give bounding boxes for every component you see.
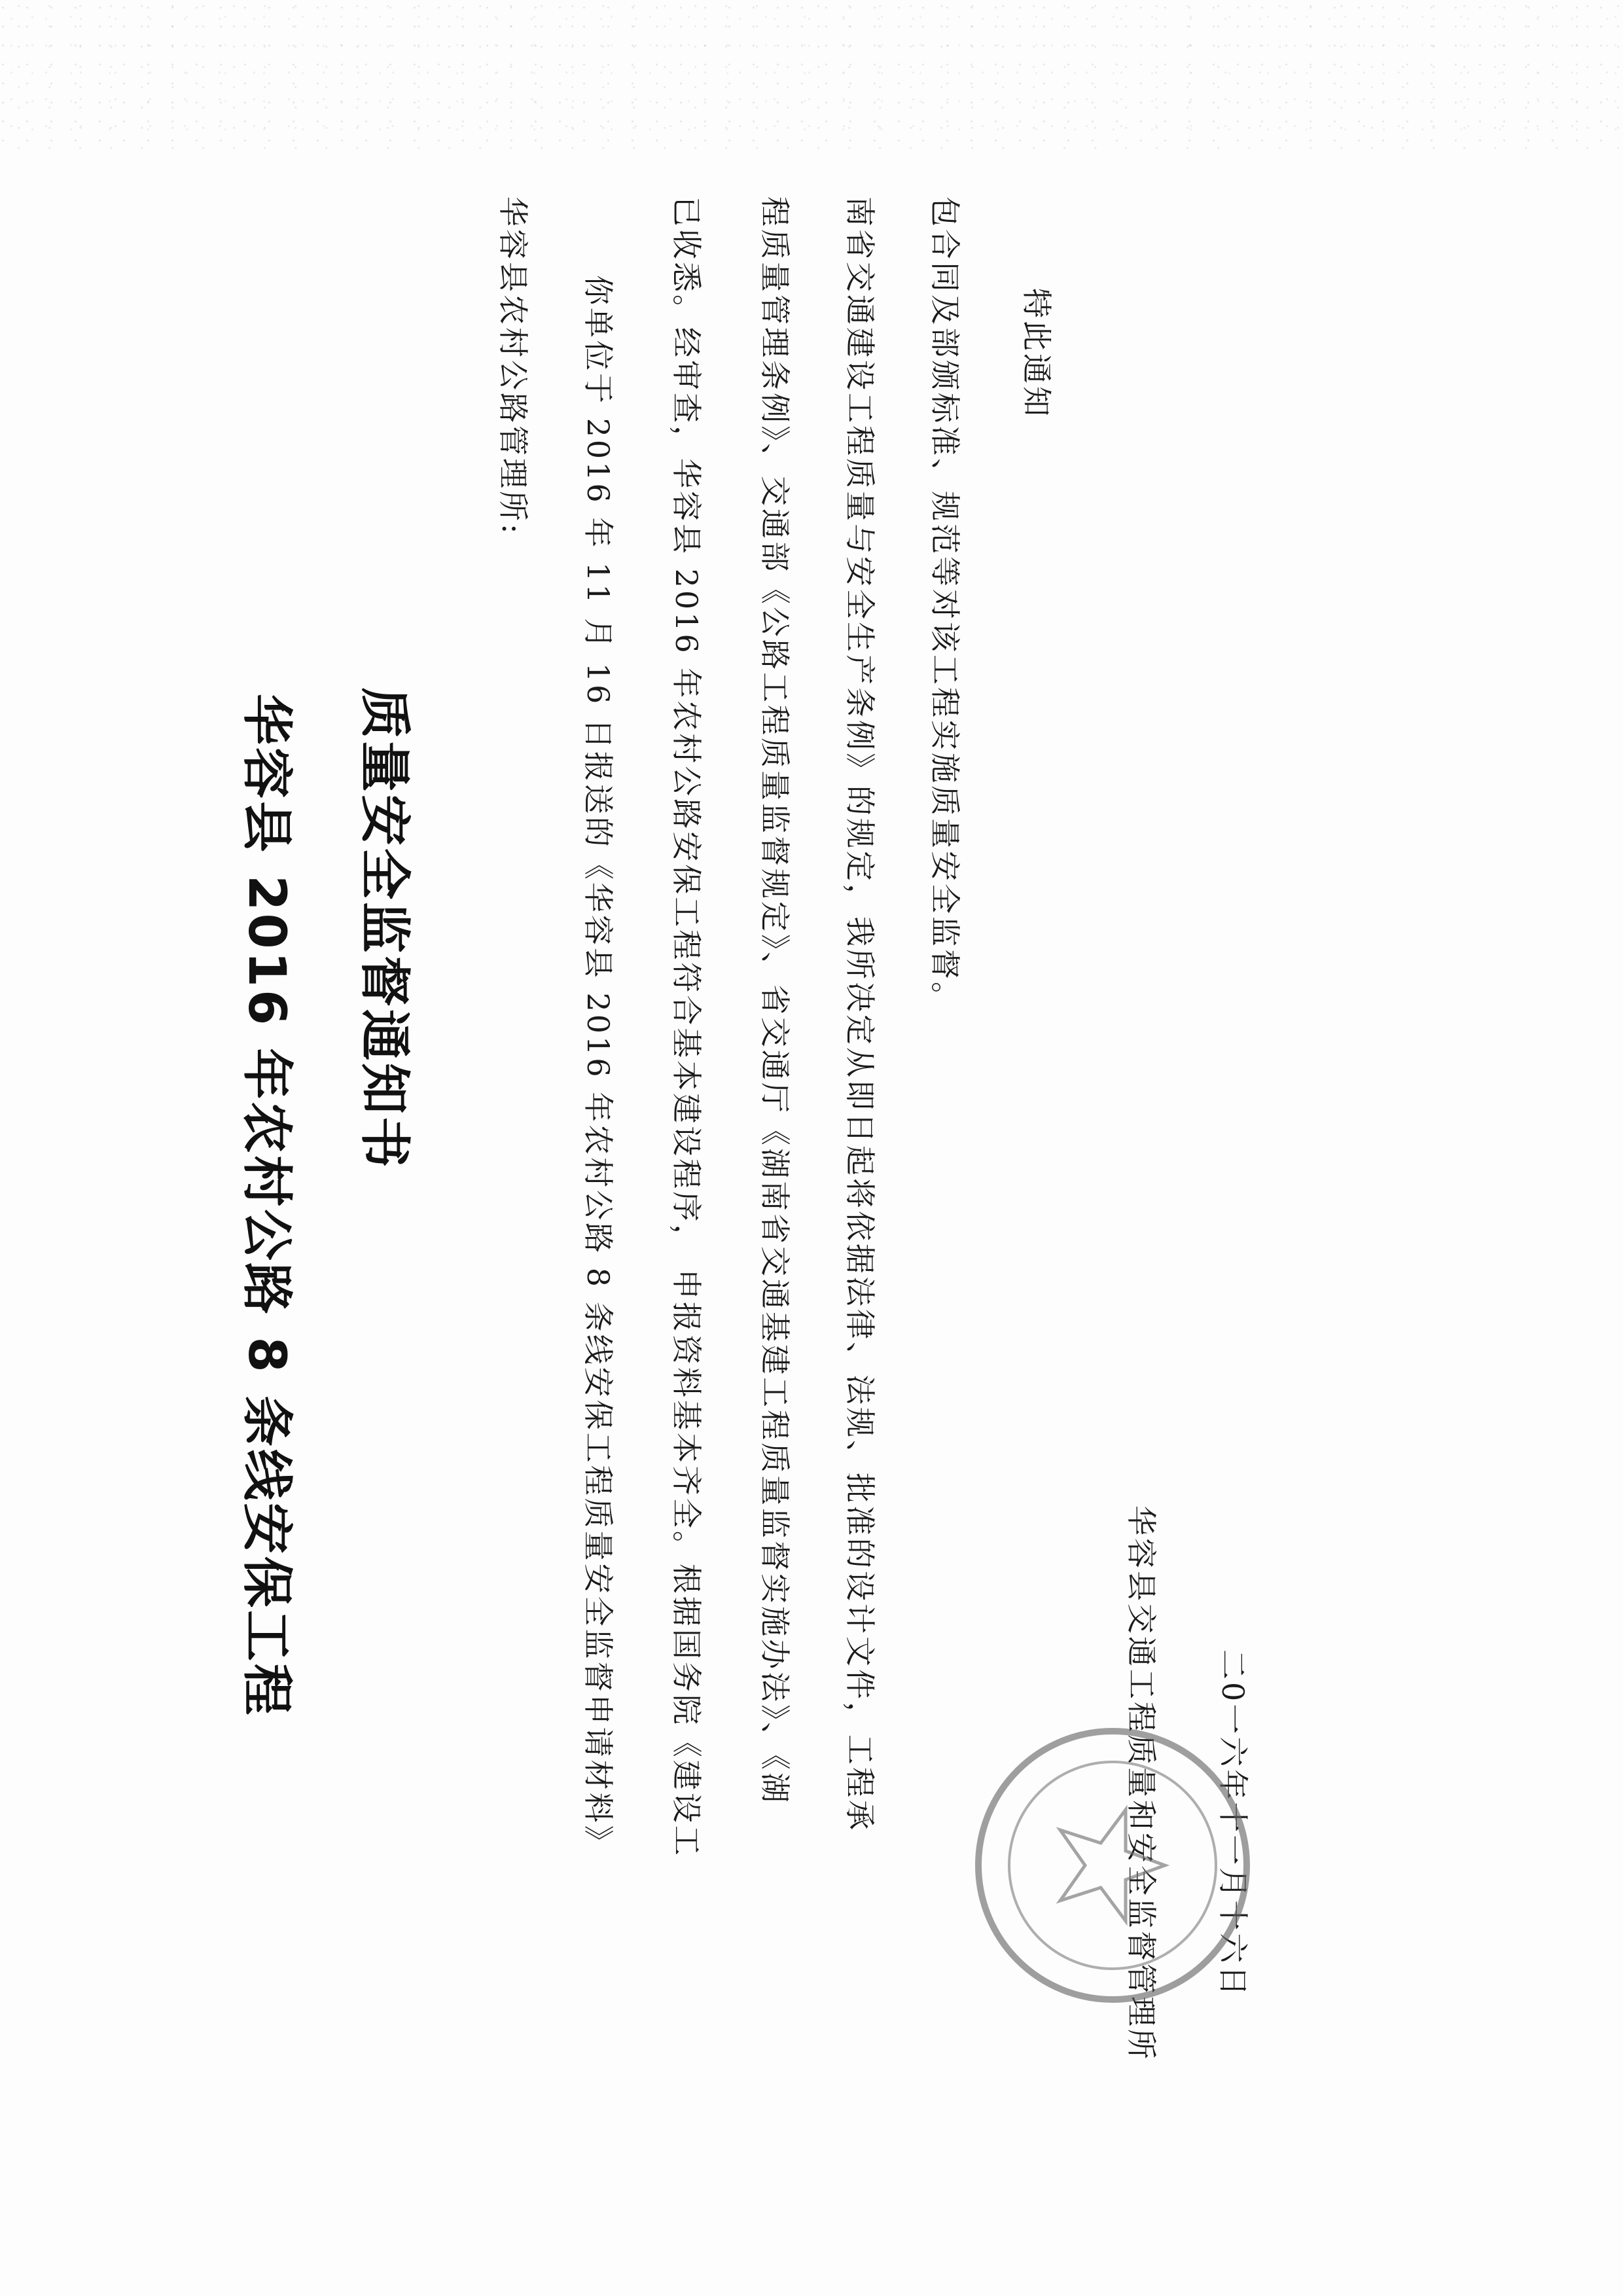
body-line-3: 程质量管理条例》、交通部《公路工程质量监督规定》、省交通厅《湖南省交通基建工程质量监督实施办法》、《湖 — [757, 196, 793, 1805]
document-title-line-1: 华容县 2016 年农村公路 8 条线安保工程 — [237, 694, 296, 1717]
body-line-2: 已收悉。经审查，华容县 2016 年农村公路安保工程符合基本建设程序， 申报资料基本齐全。根据国务院《建设工 — [669, 196, 704, 1858]
addressee: 华容县农村公路管理所: — [495, 196, 531, 537]
closing-text: 特此通知 — [1019, 288, 1054, 419]
signature-org: 华容县交通工程质量和安全监督管理所 — [1124, 1505, 1159, 2062]
body-line-5: 包合同及部颁标准、规范等对该工程实施质量安全监督。 — [927, 196, 963, 1014]
document-title-line-2: 质量安全监督通知书 — [355, 687, 414, 1171]
official-seal — [975, 1728, 1250, 2003]
body-line-4: 南省交通建设工程质量与安全生产条例》的规定，我所决定从即日起将依据法律、法规、批准的设计文件，工程承 — [842, 196, 878, 1833]
seal-star-icon — [982, 1734, 1243, 1996]
signature-date: 二0一六年十一月十六日 — [1215, 1649, 1251, 1999]
body-line-1: 你单位于 2016 年 11 月 16 日报送的《华容县 2016 年农村公路 8 条线安保工程质量安全监督申请材料》 — [580, 275, 616, 1858]
